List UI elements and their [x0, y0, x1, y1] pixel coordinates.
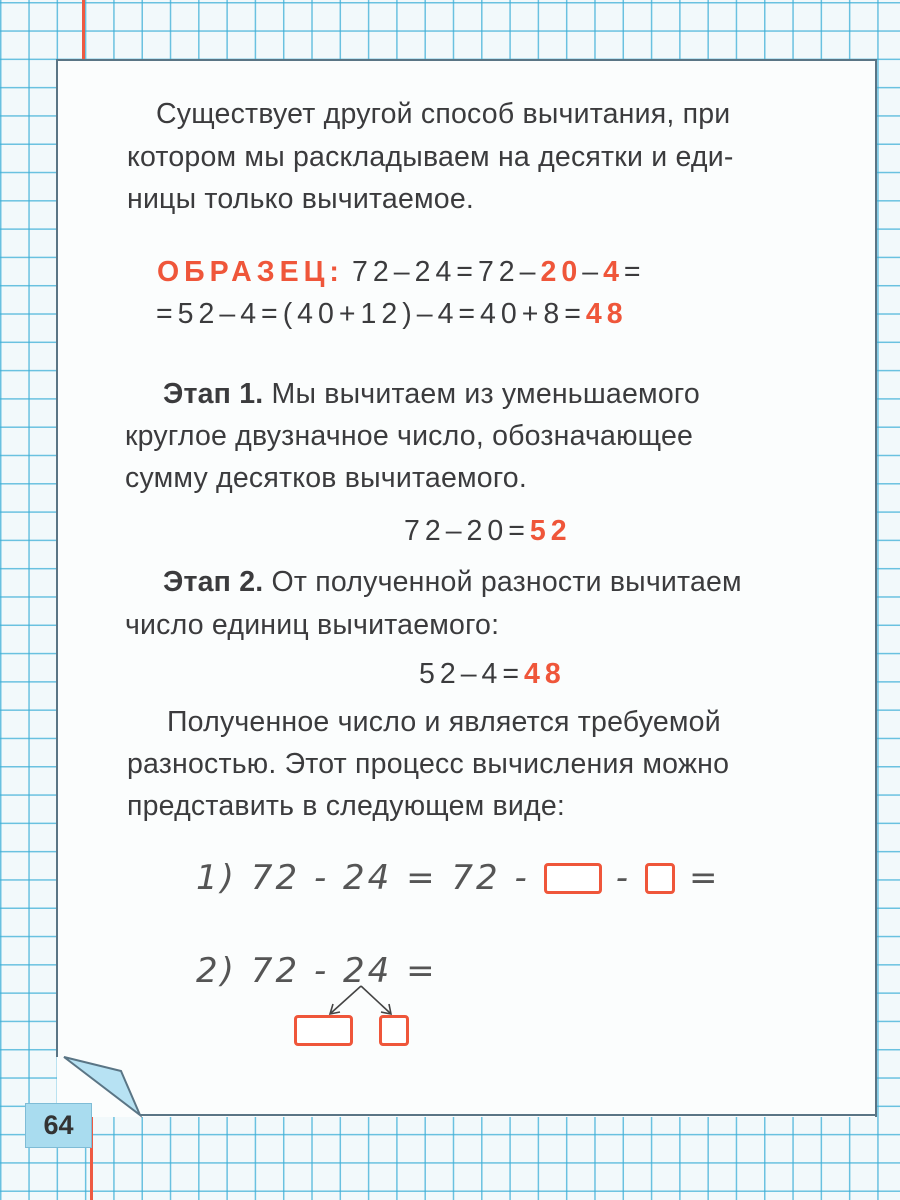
step1-expr: 72–20= — [404, 515, 530, 547]
step1-line — [163, 378, 700, 411]
exercise-1-expression: 72 - 24 = 72 - — [250, 858, 530, 898]
sample-line-2 — [156, 298, 628, 331]
sample-result: 48 — [585, 298, 628, 330]
exercise-1-equals: = — [689, 858, 721, 898]
conclusion-line: Полученное число и является требуемой — [167, 706, 721, 738]
step2-equation — [419, 658, 566, 691]
answer-box-units[interactable] — [379, 1015, 409, 1046]
step1-text: Мы вычитаем из уменьшаемого — [263, 378, 700, 410]
sample-expr: 72–24=72– — [352, 256, 541, 288]
step2-line: число единиц вычитаемого: — [125, 609, 500, 641]
sample-expr: =52–4=(40+12)–4=40+8= — [156, 298, 586, 330]
step2-text: От полученной разности вычитаем — [263, 566, 742, 598]
step1-line: круглое двузначное число, обозначающее — [125, 420, 694, 452]
exercise-2-expression: 72 - 24 = — [250, 951, 438, 991]
step2-expr: 52–4= — [419, 658, 525, 690]
step1-result: 52 — [529, 515, 572, 547]
conclusion-line: представить в следующем виде: — [127, 790, 566, 822]
sample-label: ОБРАЗЕЦ: — [157, 256, 344, 288]
intro-line: Существует другой способ вычитания, при — [156, 98, 731, 130]
exercise-1-number: 1) — [196, 858, 237, 898]
page-fold-corner — [55, 59, 155, 1119]
step2-result: 48 — [524, 658, 566, 690]
step1-label: Этап 1. — [163, 378, 264, 410]
sample-minus: – — [582, 256, 604, 288]
step1-line: сумму десятков вычитаемого. — [125, 462, 527, 494]
sample-units: 4 — [603, 256, 624, 288]
exercise-1-row — [196, 858, 721, 898]
margin-line — [82, 0, 85, 62]
exercise-1-minus: - — [615, 858, 632, 898]
answer-box-tens[interactable] — [544, 863, 602, 894]
conclusion-line: разностью. Этот процесс вычисления можно — [127, 748, 730, 780]
step2-line — [163, 566, 742, 599]
step2-label: Этап 2. — [163, 566, 264, 598]
intro-line: котором мы раскладываем на десятки и еди- — [127, 141, 734, 173]
answer-box-tens[interactable] — [294, 1015, 353, 1046]
sample-equals: = — [623, 256, 641, 288]
panel-bottom-border — [140, 1114, 877, 1116]
sample-line-1 — [157, 256, 641, 289]
page-number: 64 — [25, 1103, 92, 1148]
exercise-2-number: 2) — [196, 951, 237, 991]
answer-box-units[interactable] — [645, 863, 675, 894]
step1-equation — [404, 515, 572, 548]
intro-line: ницы только вычитаемое. — [127, 183, 475, 215]
sample-tens: 20 — [540, 256, 583, 288]
exercise-2-row — [196, 951, 438, 991]
